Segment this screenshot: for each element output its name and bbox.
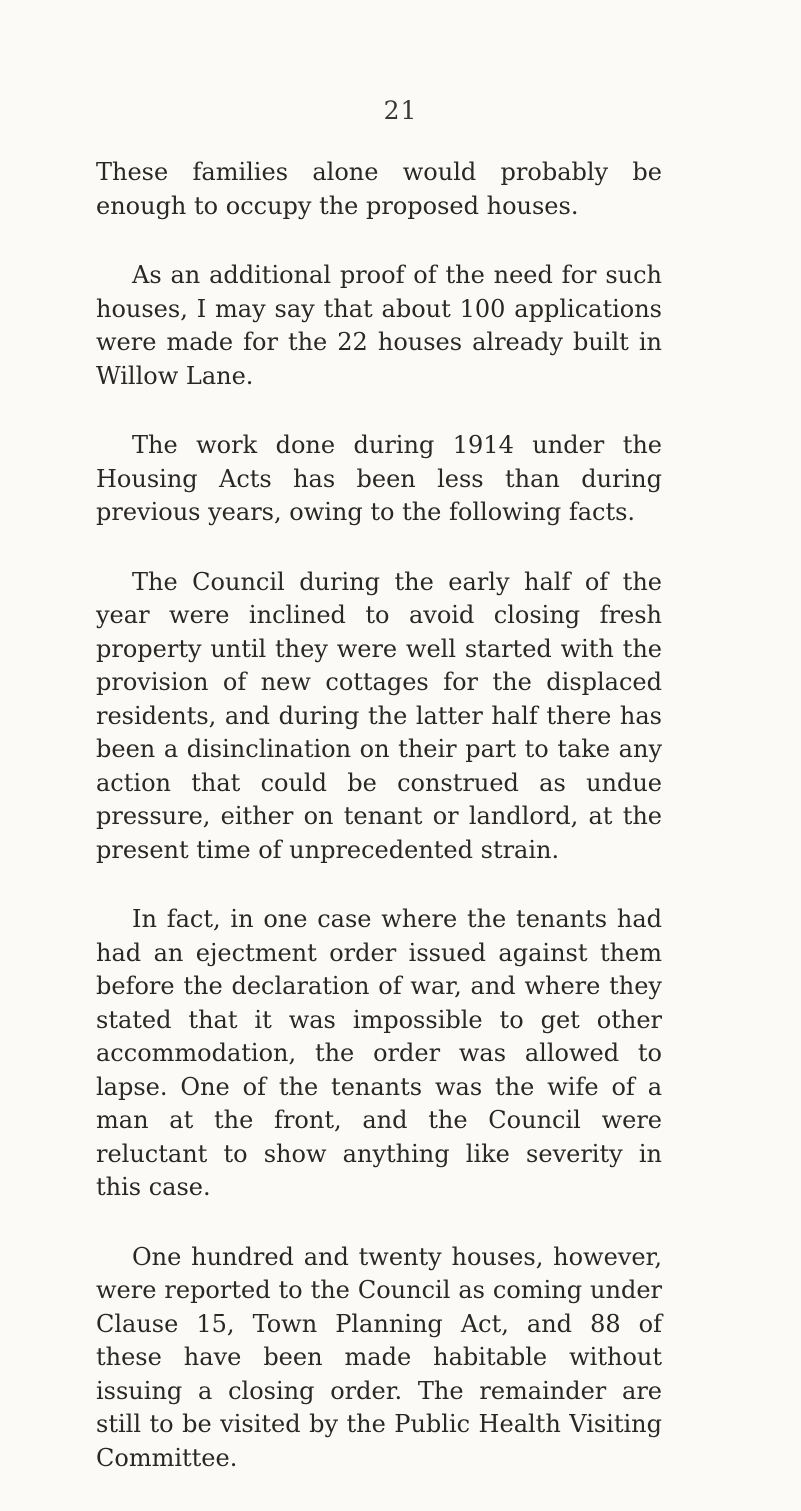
page-number: 21	[383, 96, 418, 125]
paragraph-council-closing: The Council during the early half of the year were inclined to avoid closing fresh property until they were well started with the provision of new cottages for the displaced residents, and during the latter half there has been a disinclination on their part to take any action that could be construed as undue pressure, either on tenant or landlord, at the present time of unprecedented strain.	[96, 567, 662, 864]
paragraph-families: These families alone would probably be enough to occupy the proposed houses.	[96, 158, 662, 220]
body-text	[96, 156, 662, 1511]
paragraph-applications: As an additional proof of the need for such houses, I may say that about 100 applications were made for the 22 houses already built in Willow Lane.	[96, 261, 662, 390]
paragraph-housing-acts: The work done during 1914 under the Housing Acts has been less than during previous years, owing to the following facts.	[96, 431, 662, 526]
paragraph-ejectment-order: In fact, in one case where the tenants had had an ejectment order issued against them before the declaration of war, and where they stated that it was impossible to get other accommodation, the order was allowed to lapse. One of the tenants was the wife of a man at the front, and the Council were reluctant to show anything like severity in this case.	[96, 905, 662, 1201]
paragraph-town-planning: One hundred and twenty houses, however, were reported to the Council as coming under Clause 15, Town Planning Act, and 88 of these have been made habitable without issuing a closing order. The remainder are still to be visited by the Public Health Visiting Committee.	[96, 1242, 662, 1472]
